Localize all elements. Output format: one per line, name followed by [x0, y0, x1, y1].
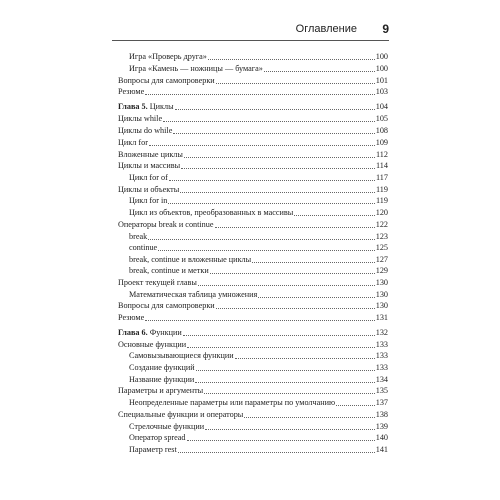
toc-entry-row[interactable] [129, 63, 388, 74]
dot-leader [169, 180, 375, 181]
running-title: Оглавление [295, 23, 357, 35]
dot-leader [184, 157, 375, 158]
toc-entry-title [129, 232, 147, 242]
dot-leader [216, 83, 375, 84]
toc-entry-text: break, continue и вложенные циклы [129, 255, 252, 264]
dot-leader [196, 370, 375, 371]
toc-entry-row[interactable] [129, 242, 388, 253]
toc-entry-text: Неопределенные параметры или параметры по умолчанию [129, 398, 336, 407]
dot-leader [178, 452, 375, 453]
toc-entry-text: Создание функций [129, 363, 195, 372]
dot-leader [148, 239, 375, 240]
chapter-label: Глава 5. [118, 102, 148, 111]
toc-page-number: 112 [376, 150, 388, 159]
chapter-label: Глава 6. [118, 328, 148, 337]
toc-entry-text: Цикл из объектов, преобразованных в массивы [129, 208, 294, 217]
dot-leader [183, 335, 375, 336]
toc-entry-title [118, 138, 148, 148]
toc-entry-row[interactable] [129, 374, 388, 385]
toc-page-number: 100 [375, 52, 388, 61]
toc-entry-text: Операторы break и continue [118, 220, 214, 229]
toc-page-number: 105 [375, 114, 388, 123]
toc-page-number: 139 [375, 422, 388, 431]
toc-entry-title [129, 363, 195, 373]
toc-entry-text: Циклы и объекты [118, 185, 180, 194]
toc-entry-row[interactable] [118, 160, 388, 171]
toc-entry-row[interactable] [129, 350, 388, 361]
toc-entry-row[interactable] [129, 432, 388, 443]
toc-entry-title [118, 313, 144, 323]
toc-entry-text: Цикл for in [129, 196, 168, 205]
toc-entry-title [129, 290, 257, 300]
toc-entry-row[interactable] [129, 172, 388, 183]
toc-page-number: 131 [375, 313, 388, 322]
toc-entry-text: Функции [149, 328, 182, 337]
toc-page-number: 108 [375, 126, 388, 135]
toc-page-number: 119 [376, 196, 388, 205]
dot-leader [180, 192, 375, 193]
dot-leader [175, 109, 375, 110]
toc-entry-row[interactable] [118, 149, 388, 160]
toc-entry-text: Цикл for of [129, 173, 168, 182]
toc-entry-row[interactable] [129, 362, 388, 373]
dot-leader [235, 358, 375, 359]
dot-leader [149, 145, 375, 146]
toc-page-number: 117 [376, 173, 388, 182]
toc-chapter-row[interactable] [118, 101, 388, 112]
toc-entry-text: Цикл for [118, 138, 148, 147]
dot-leader [195, 382, 374, 383]
toc-entry-title [129, 398, 335, 408]
dot-leader [187, 347, 375, 348]
dot-leader [181, 168, 375, 169]
toc-page-number: 130 [375, 290, 388, 299]
toc-entry-title [129, 196, 167, 206]
toc-entry-title [118, 126, 172, 136]
toc-entry-row[interactable] [118, 184, 388, 195]
toc-entry-text: continue [129, 243, 158, 252]
dot-leader [258, 297, 374, 298]
toc-entry-row[interactable] [129, 254, 388, 265]
toc-entry-row[interactable] [129, 265, 388, 276]
dot-leader [145, 320, 374, 321]
toc-entry-text: Циклы do while [118, 126, 173, 135]
toc-entry-row[interactable] [129, 421, 388, 432]
toc-entry-text: Резюме [118, 313, 145, 322]
toc-entry-row[interactable] [129, 397, 388, 408]
toc-entry-row[interactable] [118, 86, 388, 97]
toc-page-number: 130 [375, 301, 388, 310]
toc-entry-title [118, 301, 215, 311]
page-header [112, 22, 389, 41]
toc-entry-text: Параметры и аргументы [118, 386, 204, 395]
dot-leader [215, 227, 375, 228]
dot-leader [187, 440, 375, 441]
toc-page-number: 122 [375, 220, 388, 229]
toc-page-number: 132 [375, 328, 388, 337]
toc-entry-row[interactable] [118, 385, 388, 396]
dot-leader [244, 417, 374, 418]
dot-leader [208, 59, 375, 60]
toc-page-number: 138 [375, 410, 388, 419]
toc-entry-title [118, 161, 180, 171]
toc-page-number: 140 [375, 433, 388, 442]
toc-page-number: 133 [375, 340, 388, 349]
toc-page-number: 130 [375, 278, 388, 287]
toc-entry-text: Специальные функции и операторы [118, 410, 244, 419]
toc-page-number: 123 [375, 232, 388, 241]
toc-entry-row[interactable] [118, 312, 388, 323]
dot-leader [210, 273, 375, 274]
toc-entry-title [129, 422, 204, 432]
dot-leader [216, 308, 375, 309]
toc-entry-title [129, 173, 168, 183]
toc-entry-title [129, 433, 186, 443]
toc-page-number: 133 [375, 363, 388, 372]
toc-page-number: 101 [375, 76, 388, 85]
toc-page-number: 133 [375, 351, 388, 360]
toc-entry-title [129, 375, 194, 385]
toc-entry-text: Самовызывающиеся функции [129, 351, 234, 360]
toc-entry-title [129, 243, 157, 253]
toc-entry-text: Резюме [118, 87, 145, 96]
dot-leader [205, 429, 375, 430]
dot-leader [336, 405, 375, 406]
toc-entry-text: Основные функции [118, 340, 187, 349]
dot-leader [158, 250, 375, 251]
toc-entry-text: Оператор spread [129, 433, 186, 442]
toc-entry-row[interactable] [118, 75, 388, 86]
toc-entry-title [118, 102, 174, 112]
toc-entry-row[interactable] [129, 231, 388, 242]
toc-page-number: 134 [375, 375, 388, 384]
toc-entry-title [129, 351, 234, 361]
toc-entry-row[interactable] [118, 300, 388, 311]
dot-leader [163, 121, 375, 122]
toc-entry-text: Циклы и массивы [118, 161, 181, 170]
toc-entry-row[interactable] [118, 137, 388, 148]
toc-entry-row[interactable] [118, 219, 388, 230]
toc-entry-title [129, 255, 251, 265]
toc-entry-title [118, 278, 197, 288]
toc-entry-text: Математическая таблица умножения [129, 290, 258, 299]
dot-leader [204, 393, 375, 394]
toc-entry-text: Параметр rest [129, 445, 177, 454]
toc-entry-row[interactable] [118, 409, 388, 420]
toc-entry-row[interactable] [129, 289, 388, 300]
toc-entry-title [118, 328, 182, 338]
toc-entry-title [118, 386, 203, 396]
toc-entry-title [118, 87, 144, 97]
page-number: 9 [382, 22, 389, 36]
toc-entry-text: Вложенные циклы [118, 150, 183, 159]
toc-entry-text: Вопросы для самопроверки [118, 76, 215, 85]
toc-entry-text: Игра «Проверь друга» [129, 52, 207, 61]
dot-leader [145, 94, 374, 95]
toc-page-number: 103 [375, 87, 388, 96]
toc-entry-title [129, 64, 263, 74]
toc-entry-row[interactable] [118, 125, 388, 136]
toc-entry-text: Игра «Камень — ножницы — бумага» [129, 64, 263, 73]
toc-entry-title [118, 220, 214, 230]
toc-entry-row[interactable] [118, 113, 388, 124]
toc-entry-row[interactable] [129, 207, 388, 218]
toc-page-number: 127 [375, 255, 388, 264]
dot-leader [294, 215, 374, 216]
toc-entry-text: break [129, 232, 148, 241]
toc-page-number: 104 [375, 102, 388, 111]
toc-entry-text: Вопросы для самопроверки [118, 301, 215, 310]
toc-page-number: 141 [375, 445, 388, 454]
toc-entry-title [118, 76, 215, 86]
dot-leader [168, 203, 375, 204]
toc-entry-title [129, 52, 207, 62]
toc-entry-title [129, 445, 177, 455]
toc-entry-text: break, continue и метки [129, 266, 209, 275]
toc-page-number: 100 [375, 64, 388, 73]
toc-page-number: 109 [375, 138, 388, 147]
toc-chapter-row[interactable] [118, 327, 388, 338]
toc-entry-row[interactable] [118, 339, 388, 350]
toc-entry-row[interactable] [129, 444, 388, 455]
toc-entry-title [118, 185, 179, 195]
toc-entry-row[interactable] [118, 277, 388, 288]
toc-entry-title [118, 410, 243, 420]
toc-entry-text: Циклы [149, 102, 174, 111]
toc-page-number: 119 [376, 185, 388, 194]
dot-leader [198, 285, 375, 286]
toc-entry-title [118, 114, 162, 124]
toc-page-number: 120 [375, 208, 388, 217]
toc-entry-title [118, 340, 186, 350]
toc-entry-title [129, 266, 209, 276]
dot-leader [252, 262, 375, 263]
toc-entry-text: Стрелочные функции [129, 422, 205, 431]
dot-leader [264, 71, 375, 72]
toc-entry-text: Циклы while [118, 114, 163, 123]
toc-page-number: 125 [375, 243, 388, 252]
toc-entry-title [129, 208, 293, 218]
toc-entry-text: Название функции [129, 375, 195, 384]
toc-entry-row[interactable] [129, 195, 388, 206]
toc-page-number: 137 [375, 398, 388, 407]
toc-entry-title [118, 150, 183, 160]
dot-leader [173, 133, 374, 134]
toc-page-number: 129 [375, 266, 388, 275]
toc-page-number: 114 [376, 161, 388, 170]
toc-entry-text: Проект текущей главы [118, 278, 197, 287]
toc-page-number: 135 [375, 386, 388, 395]
toc-entry-row[interactable] [129, 51, 388, 62]
